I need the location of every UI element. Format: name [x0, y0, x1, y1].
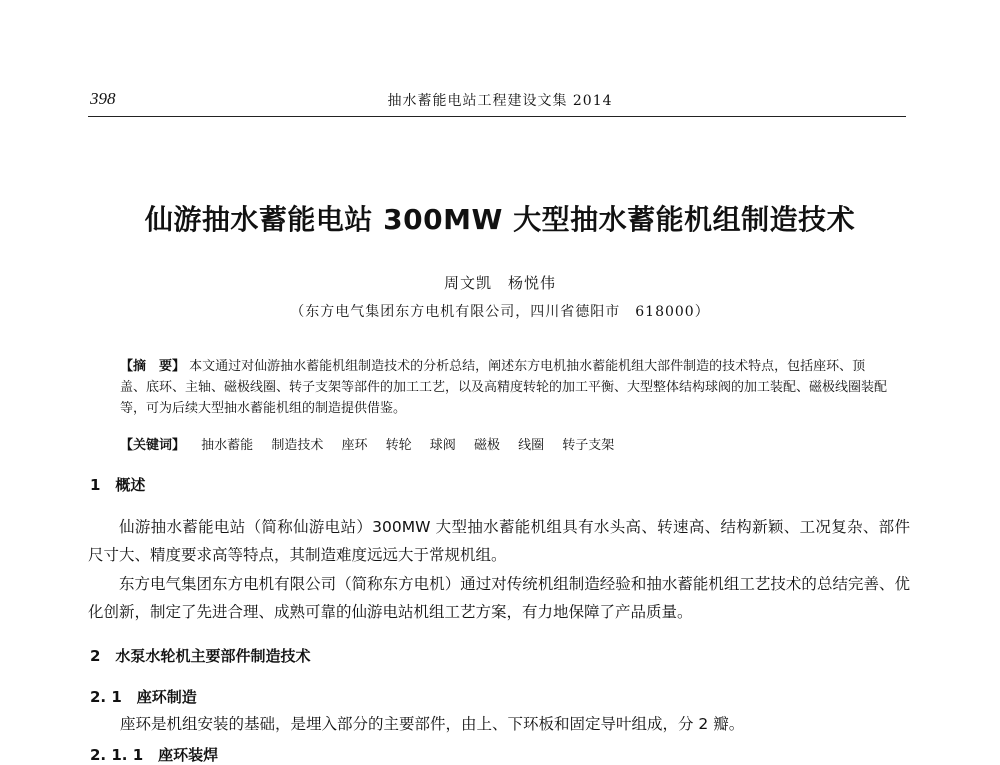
keyword: 线圈 [518, 438, 545, 453]
section-2-heading: 2 水泵水轮机主要部件制造技术 [90, 647, 311, 665]
keyword: 球阀 [429, 438, 456, 453]
section-2-1-paragraph: 座环是机组安装的基础，是埋入部分的主要部件，由上、下环板和固定导叶组成，分 2 瓣。 [120, 715, 745, 733]
keyword: 转轮 [385, 438, 412, 453]
section-1-paragraph-1: 仙游抽水蓄能电站（简称仙游电站）300MW 大型抽水蓄能机组具有水头高、转速高、结构新颖、工况复杂、部件尺寸大、精度要求高等特点，其制造难度远远大于常规机组。 [88, 518, 910, 564]
paper-authors: 周文凯 杨悦伟 [443, 274, 556, 292]
running-header-title: 抽水蓄能电站工程建设文集 2014 [387, 93, 613, 109]
section-1-heading: 1 概述 [90, 476, 146, 494]
abstract-text: 本文通过对仙游抽水蓄能机组制造技术的分析总结，阐述东方电机抽水蓄能机组大部件制造的技术特点，包括座环、顶盖、底环、主轴、磁极线圈、转子支架等部件的加工工艺，以及高精度转轮的加工平衡、大型整体结构球阀的加工装配、磁极线圈装配等，可为后续大型抽水蓄能机组的制造提供借鉴。 [120, 359, 888, 416]
keyword: 磁极 [473, 438, 500, 453]
paper-affiliation: （东方电气集团东方电机有限公司，四川省德阳市 618000） [290, 304, 710, 320]
abstract [120, 356, 890, 419]
keywords-label: 【关键词】 [120, 438, 186, 453]
page-number: 398 [90, 89, 116, 108]
keyword: 转子支架 [562, 438, 615, 453]
abstract-label: 【摘 要】 [120, 359, 186, 374]
keywords [120, 434, 628, 453]
header-rule [88, 116, 906, 117]
section-2-1-heading: 2. 1 座环制造 [90, 688, 197, 706]
keyword: 制造技术 [271, 438, 324, 453]
section-1-paragraph-2: 东方电气集团东方电机有限公司（简称东方电机）通过对传统机组制造经验和抽水蓄能机组工艺技术的总结完善、优化创新，制定了先进合理、成熟可靠的仙游电站机组工艺方案，有力地保障了产品质量。 [88, 575, 910, 621]
paper-title: 仙游抽水蓄能电站 300MW 大型抽水蓄能机组制造技术 [144, 203, 856, 236]
keyword: 抽水蓄能 [201, 438, 254, 453]
keyword: 座环 [341, 438, 368, 453]
section-2-1-1-heading: 2. 1. 1 座环装焊 [90, 746, 219, 764]
